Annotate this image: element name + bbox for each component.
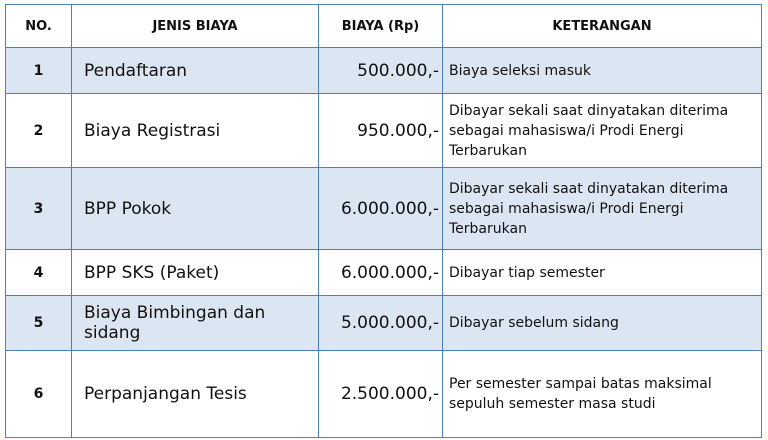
row-number: 5: [6, 296, 72, 351]
fee-type: BPP SKS (Paket): [72, 250, 319, 296]
fee-table: [5, 4, 762, 438]
fee-note-line: Dibayar sekali saat dinyatakan diterima: [449, 102, 729, 119]
fee-note: [443, 48, 762, 94]
table-row: [6, 351, 762, 438]
fee-note: [443, 168, 762, 250]
fee-type: Biaya Bimbingan dan sidang: [72, 296, 319, 351]
row-number: 1: [6, 48, 72, 94]
header-no: NO.: [6, 5, 72, 48]
fee-type: Pendaftaran: [72, 48, 319, 94]
table-row: [6, 168, 762, 250]
fee-note-line: sepuluh semester masa studi: [449, 396, 656, 412]
fee-note: [443, 250, 762, 296]
table-row: [6, 48, 762, 94]
fee-note-line: Biaya seleksi masuk: [449, 62, 592, 79]
fee-note-line: Per semester sampai batas maksimal: [449, 376, 712, 392]
fee-note-line: sebagai mahasiswa/i Prodi Energi: [449, 200, 684, 217]
fee-note-line: Dibayar tiap semester: [449, 264, 605, 281]
fee-note: [443, 351, 762, 438]
fee-amount: 6.000.000,-: [319, 250, 443, 296]
header-keterangan: KETERANGAN: [443, 5, 762, 48]
table-row: [6, 296, 762, 351]
fee-note: [443, 296, 762, 351]
fee-amount: 500.000,-: [319, 48, 443, 94]
header-row: [6, 5, 762, 48]
row-number: 4: [6, 250, 72, 296]
header-biaya: BIAYA (Rp): [319, 5, 443, 48]
fee-amount: 2.500.000,-: [319, 351, 443, 438]
fee-type: Biaya Registrasi: [72, 94, 319, 168]
header-jenis-biaya: JENIS BIAYA: [72, 5, 319, 48]
row-number: 3: [6, 168, 72, 250]
table-row: [6, 94, 762, 168]
table-row: [6, 250, 762, 296]
row-number: 2: [6, 94, 72, 168]
fee-amount: 6.000.000,-: [319, 168, 443, 250]
fee-amount: 950.000,-: [319, 94, 443, 168]
fee-type: Perpanjangan Tesis: [72, 351, 319, 438]
fee-note-line: Dibayar sebelum sidang: [449, 315, 619, 331]
fee-type: BPP Pokok: [72, 168, 319, 250]
fee-note-line: Terbarukan: [449, 220, 527, 237]
fee-note: [443, 94, 762, 168]
fee-note-line: sebagai mahasiswa/i Prodi Energi: [449, 122, 684, 139]
fee-note-line: Dibayar sekali saat dinyatakan diterima: [449, 180, 729, 197]
row-number: 6: [6, 351, 72, 438]
fee-amount: 5.000.000,-: [319, 296, 443, 351]
fee-note-line: Terbarukan: [449, 142, 527, 159]
